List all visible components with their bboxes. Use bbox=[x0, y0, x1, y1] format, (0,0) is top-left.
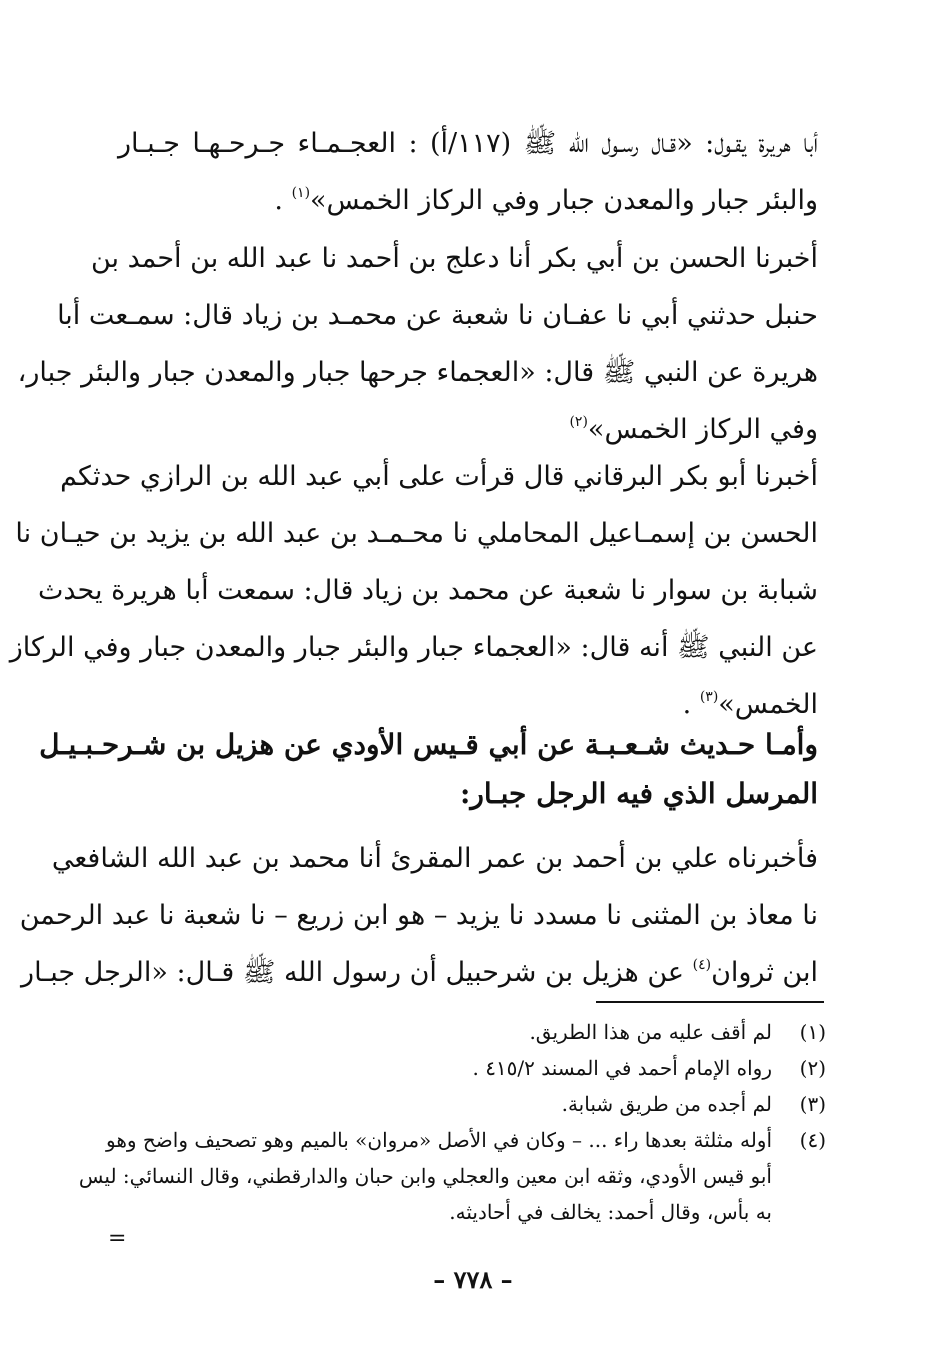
page-number: – ٧٧٨ – bbox=[433, 1265, 513, 1294]
text-fragment: الخمس» bbox=[718, 689, 818, 720]
text-line: الحسن بن إسمـاعيل المحاملي نا محـمـد بن عبد الله بن يزيد بن حيـان نا bbox=[15, 518, 818, 549]
text-line: حنبل حدثني أبي نا عفـان نا شعبة عن محمـد بن زياد قال: سمـعت أبا bbox=[57, 300, 818, 331]
section-heading bbox=[39, 720, 818, 818]
text-fragment: وفي الركاز الخمس» bbox=[587, 414, 818, 445]
footnote-number: (١) bbox=[799, 1020, 826, 1044]
footnote-item bbox=[105, 1122, 826, 1158]
footnote-number: (٤) bbox=[799, 1128, 826, 1152]
footnote-ref[interactable]: (٣) bbox=[699, 689, 719, 705]
paragraph-1 bbox=[118, 115, 818, 229]
text-line: فأخبرناه علي بن أحمد بن عمر المقرئ أنا محمد بن عبد الله الشافعي bbox=[51, 843, 818, 874]
continuation-mark: = bbox=[108, 1226, 127, 1251]
text-fragment: . bbox=[682, 689, 700, 720]
footnote-ref[interactable]: (١) bbox=[291, 185, 311, 201]
text-line: شبابة بن سوار نا شعبة عن محمد بن زياد قال: سمعت أبا هريرة يحدث bbox=[37, 575, 818, 606]
footnote-number: (٣) bbox=[799, 1092, 826, 1116]
text-line: أخبرنا الحسن بن أبي بكر أنا دعلج بن أحمد نا عبد الله بن أحمد بن bbox=[90, 243, 818, 274]
footnote-text: رواه الإمام أحمد في المسند ٤١٥/٢ . bbox=[472, 1056, 772, 1080]
paragraph-4 bbox=[19, 830, 818, 1001]
text-line: أبا هريرة يقـول: «قـال رسـول الله ﷺ (١١٧/أ) : العجـمـاء جـرحـهـا جـبـار bbox=[118, 128, 818, 159]
footnote-item bbox=[110, 1086, 826, 1122]
footnote-separator bbox=[596, 1001, 824, 1003]
footnote-number: (٢) bbox=[799, 1056, 826, 1080]
text-line bbox=[21, 944, 818, 1001]
footnote-item bbox=[110, 1014, 826, 1050]
footnote-item bbox=[110, 1050, 826, 1086]
footnotes bbox=[78, 1014, 826, 1230]
text-fragment: . bbox=[274, 185, 292, 216]
heading-line: المرسل الذي فيه الرجل جبـار: bbox=[460, 777, 818, 810]
text-fragment: عن هزيل بن شرحبيل أن رسول الله ﷺ قـال: «الرجل جبـار bbox=[21, 957, 693, 988]
text-fragment: ابن ثروان bbox=[711, 957, 818, 988]
text-line: نا معاذ بن المثنى نا مسدد نا يزيد – هو ابن زريع – نا شعبة نا عبد الرحمن bbox=[19, 900, 818, 931]
text-line: عن النبي ﷺ أنه قال: «العجماء جبار والبئر جبار والمعدن جبار وفي الركاز bbox=[9, 632, 818, 663]
text-line: هريرة عن النبي ﷺ قال: «العجماء جرحها جبار والمعدن جبار والبئر جبار، bbox=[17, 357, 818, 388]
paragraph-3 bbox=[9, 448, 818, 733]
paragraph-2 bbox=[17, 230, 818, 458]
footnote-ref[interactable]: (٤) bbox=[692, 957, 712, 973]
footnote-text: أبو قيس الأودي، وثقه ابن معين والعجلي وابن حبان والدارقطني، وقال النسائي: ليس bbox=[78, 1164, 772, 1188]
footnote-text: أوله مثلثة بعدها راء ... – وكان في الأصل «مروان» بالميم وهو تصحيف واضح وهو bbox=[105, 1128, 772, 1152]
text-fragment: والبئر جبار والمعدن جبار وفي الركاز الخمس» bbox=[310, 185, 818, 216]
footnote-ref[interactable]: (٢) bbox=[569, 414, 588, 430]
footnote-text: به بأس، وقال أحمد: يخالف في أحاديثه. bbox=[449, 1200, 772, 1224]
heading-line: وأمـا حـديث شـعـبـة عن أبي قـيس الأودي عن هزيل بن شـرحـبـيـل bbox=[39, 728, 818, 761]
footnote-text: لم أقف عليه من هذا الطريق. bbox=[529, 1020, 772, 1044]
footnote-text: لم أجده من طريق شبابة. bbox=[561, 1092, 772, 1116]
text-line bbox=[118, 172, 818, 229]
text-line: أخبرنا أبو بكر البرقاني قال قرأت على أبي عبد الله بن الرازي حدثكم bbox=[60, 461, 818, 492]
